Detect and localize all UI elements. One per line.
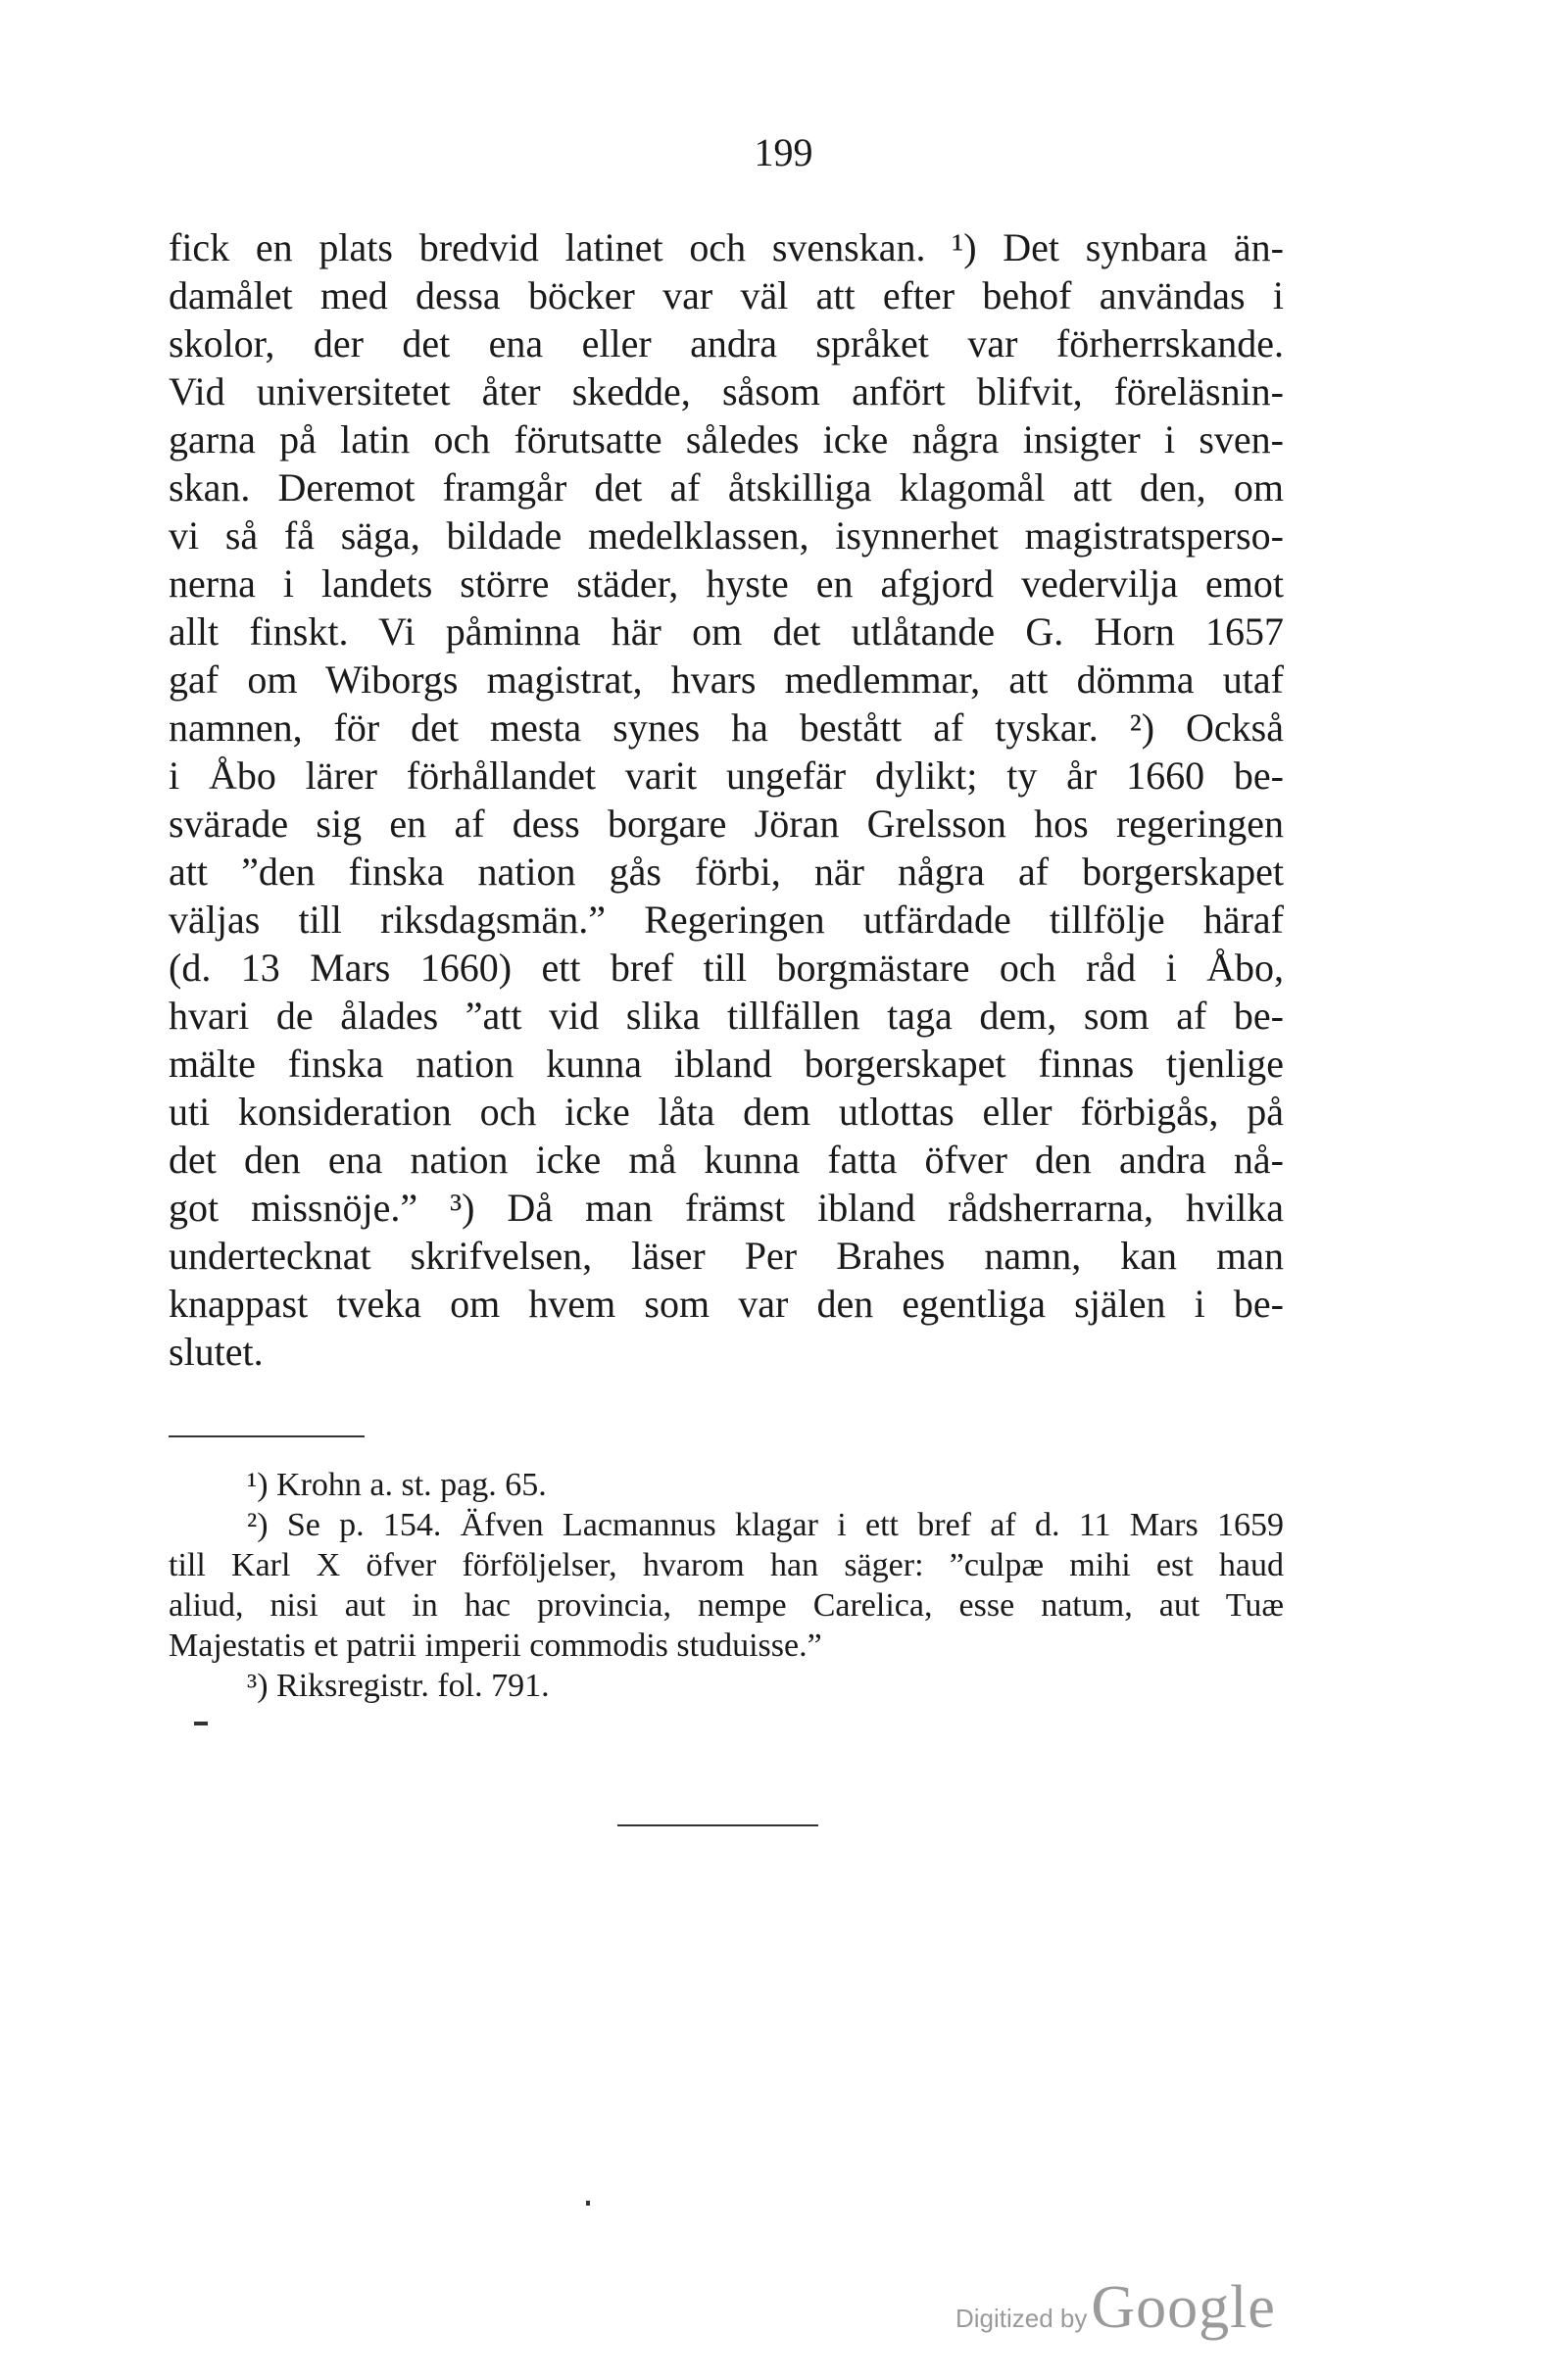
footnote-2-cont: aliud, nisi aut in hac provincia, nempe Carelica, esse natum, aut Tuæ: [169, 1587, 1284, 1624]
footnote-2-cont: Majestatis et patrii imperii commodis studuisse.”: [169, 1627, 822, 1664]
page-number: 199: [754, 130, 813, 174]
footnote-separator: [169, 1435, 365, 1437]
text-line: (d. 13 Mars 1660) ett bref till borgmästare och råd i Åbo,: [169, 946, 1284, 990]
text-line: svärade sig en af dess borgare Jöran Grelsson hos regeringen: [169, 801, 1284, 846]
body-text: [169, 223, 1284, 1376]
text-line: vi så få säga, bildade medelklassen, isynnerhet magistratsperso-: [169, 513, 1284, 558]
text-line: Vid universitetet åter skedde, såsom anfört blifvit, föreläsnin-: [169, 369, 1284, 413]
text-line: det den ena nation icke må kunna fatta öfver den andra nå-: [169, 1138, 1284, 1182]
footnote-2-cont: till Karl X öfver förföljelser, hvarom han säger: ”culpæ mihi est haud: [169, 1547, 1284, 1583]
footnotes: [169, 1465, 1284, 1706]
text-line: damålet med dessa böcker var väl att efter behof användas i: [169, 273, 1284, 317]
text-line: väljas till riksdagsmän.” Regeringen utfärdade tillfölje häraf: [169, 898, 1284, 942]
text-line: namnen, för det mesta synes ha bestått af tyskar. ²) Också: [169, 705, 1284, 750]
watermark-brand: Google: [1091, 2274, 1276, 2341]
text-line: gaf om Wiborgs magistrat, hvars medlemmar, att dömma utaf: [169, 657, 1284, 702]
text-line: fick en plats bredvid latinet och svenskan. ¹) Det synbara än-: [169, 225, 1284, 269]
text-line: allt finskt. Vi påminna här om det utlåtande G. Horn 1657: [169, 609, 1284, 654]
watermark-prefix: Digitized by: [955, 2304, 1088, 2333]
text-line: knappast tveka om hvem som var den egentliga själen i be-: [169, 1282, 1284, 1326]
text-line: slutet.: [169, 1330, 264, 1374]
text-line: hvari de ålades ”att vid slika tillfällen taga dem, som af be-: [169, 994, 1284, 1038]
scan-speck: [194, 1722, 208, 1725]
end-rule: [617, 1824, 818, 1826]
scan-speck: [586, 2201, 590, 2206]
text-line: skan. Deremot framgår det af åtskilliga klagomål att den, om: [169, 465, 1284, 510]
text-line: mälte finska nation kunna ibland borgerskapet finnas tjenlige: [169, 1042, 1284, 1086]
footnote-1: ¹) Krohn a. st. pag. 65.: [247, 1467, 547, 1503]
text-line: got missnöje.” ³) Då man främst ibland rådsherrarna, hvilka: [169, 1186, 1284, 1230]
text-line: i Åbo lärer förhållandet varit ungefär dylikt; ty år 1660 be-: [169, 753, 1284, 798]
text-line: skolor, der det ena eller andra språket var förherrskande.: [169, 321, 1284, 365]
text-line: nerna i landets större städer, hyste en afgjord vedervilja emot: [169, 561, 1284, 606]
footnote-2: ²) Se p. 154. Äfven Lacmannus klagar i ett bref af d. 11 Mars 1659: [247, 1507, 1284, 1543]
text-line: garna på latin och förutsatte således icke några insigter i sven-: [169, 417, 1284, 461]
footnote-3: ³) Riksregistr. fol. 791.: [247, 1668, 550, 1704]
text-line: uti konsideration och icke låta dem utlottas eller förbigås, på: [169, 1090, 1284, 1134]
google-watermark: [955, 2273, 1276, 2343]
text-line: att ”den finska nation gås förbi, när några af borgerskapet: [169, 850, 1284, 894]
text-line: undertecknat skrifvelsen, läser Per Brahes namn, kan man: [169, 1234, 1284, 1278]
